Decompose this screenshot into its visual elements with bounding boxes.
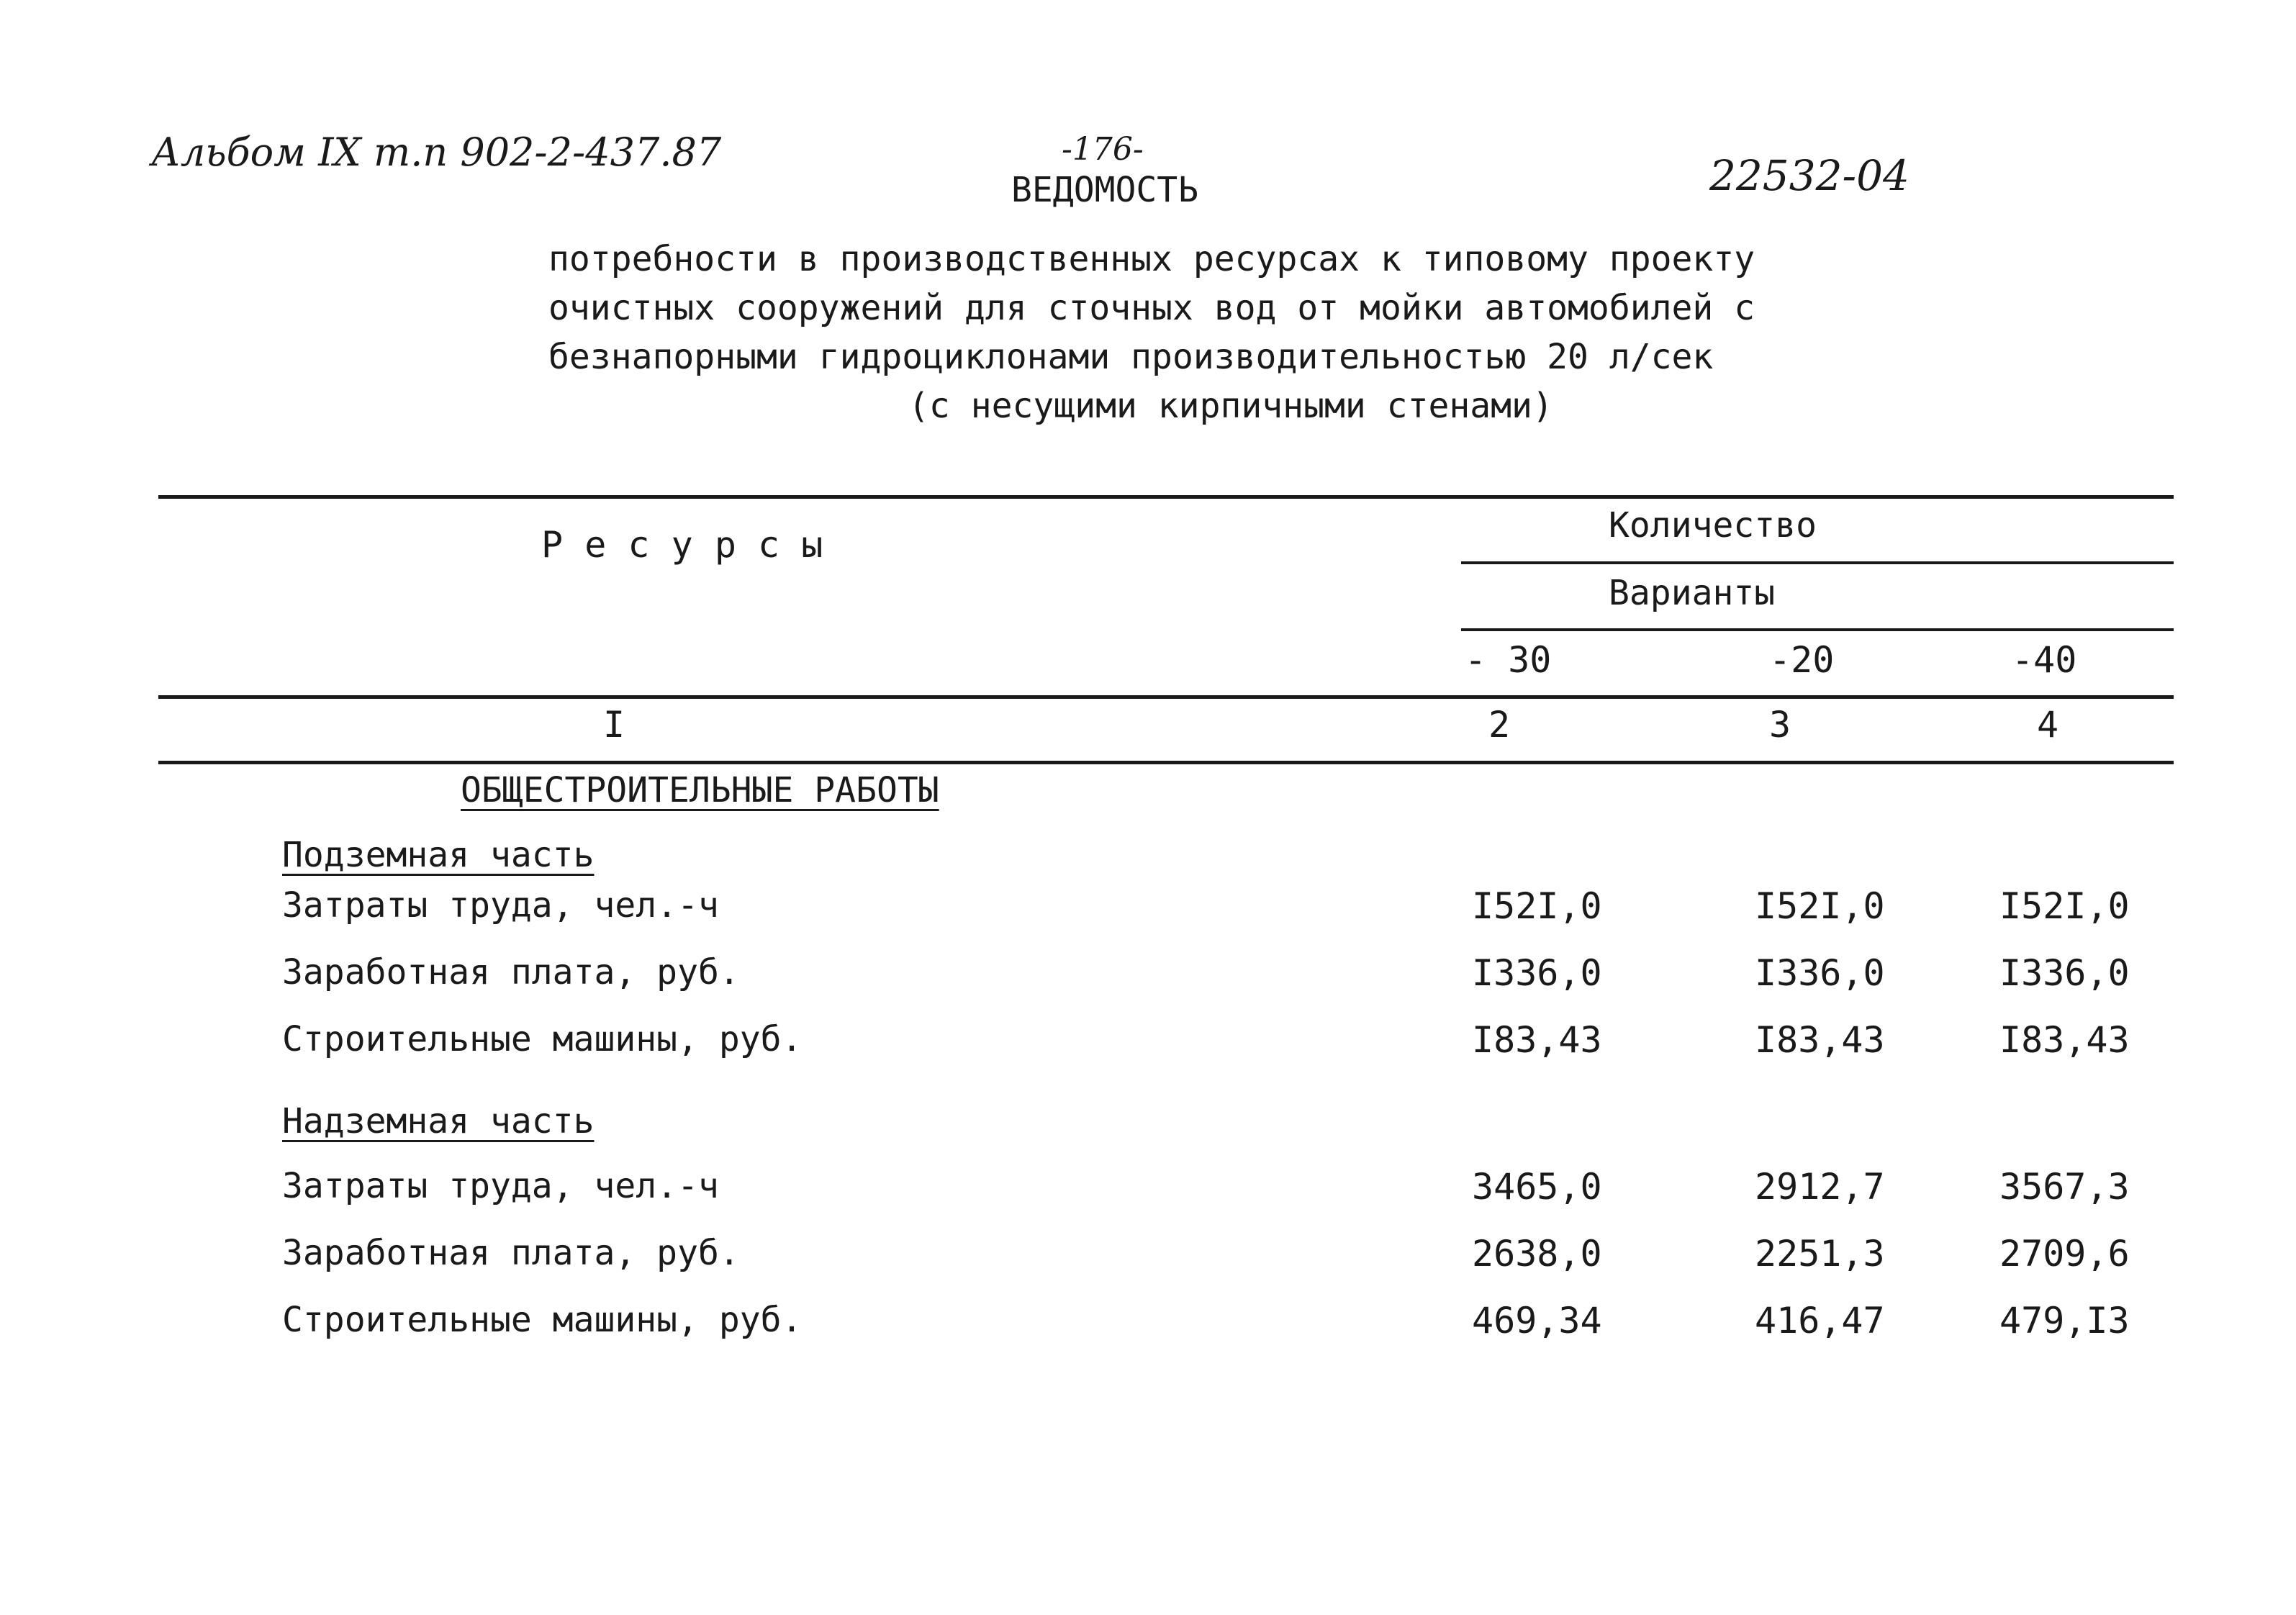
table-cell: 2638,0 (1472, 1233, 1602, 1275)
table-top-rule (158, 495, 2174, 499)
table-cell: I336,0 (1999, 952, 2130, 994)
table-cell: 3465,0 (1472, 1166, 1602, 1208)
column-number: 3 (1769, 704, 1791, 746)
column-number: 4 (2037, 704, 2059, 746)
variants-header: Варианты (1609, 573, 1776, 613)
variant-label: - 30 (1465, 639, 1552, 681)
table-cell: 479,I3 (1999, 1300, 2130, 1342)
table-cell: 469,34 (1472, 1300, 1602, 1342)
title-line-3: безнапорными гидроциклонами производительностью 20 л/сек (548, 337, 1714, 377)
document-code: 22532-04 (1709, 151, 1909, 200)
title-line-4: (с несущими кирпичными стенами) (908, 386, 1553, 426)
table-cell: I83,43 (1999, 1019, 2130, 1061)
header-bottom-rule (158, 695, 2174, 699)
column-number: I (603, 704, 625, 746)
document-heading: ВЕДОМОСТЬ (1011, 170, 1199, 210)
group-title-underground: Подземная часть (282, 835, 595, 875)
row-label: Заработная плата, руб. (282, 952, 740, 992)
table-cell: I52I,0 (1472, 885, 1602, 927)
table-cell: I83,43 (1755, 1019, 1885, 1061)
table-cell: I83,43 (1472, 1019, 1602, 1061)
album-reference: Альбом IX т.п 902-2-437.87 (151, 130, 722, 175)
group-title-aboveground: Надземная часть (282, 1101, 595, 1141)
quantity-rule (1461, 561, 2174, 564)
table-cell: 2709,6 (1999, 1233, 2130, 1275)
title-line-2: очистных сооружений для сточных вод от мойки автомобилей с (548, 288, 1755, 328)
table-cell: I336,0 (1755, 952, 1885, 994)
page-number: -176- (1062, 131, 1144, 168)
row-label: Затраты труда, чел.-ч (282, 885, 719, 926)
row-label: Строительные машины, руб. (282, 1300, 803, 1340)
column-number: 2 (1488, 704, 1511, 746)
table-cell: 3567,3 (1999, 1166, 2130, 1208)
column-number-rule (158, 761, 2174, 764)
row-label: Заработная плата, руб. (282, 1233, 740, 1273)
variant-label: -20 (1769, 639, 1835, 681)
table-cell: I52I,0 (1999, 885, 2130, 927)
resources-column-header: Р е с у р с ы (541, 524, 823, 566)
title-line-1: потребности в производственных ресурсах к типовому проекту (548, 239, 1755, 279)
table-cell: 2251,3 (1755, 1233, 1885, 1275)
table-cell: I52I,0 (1755, 885, 1885, 927)
variant-label: -40 (2012, 639, 2077, 681)
section-title: ОБЩЕСТРОИТЕЛЬНЫЕ РАБОТЫ (461, 770, 939, 810)
table-cell: I336,0 (1472, 952, 1602, 994)
row-label: Строительные машины, руб. (282, 1019, 803, 1059)
table-cell: 2912,7 (1755, 1166, 1885, 1208)
table-cell: 416,47 (1755, 1300, 1885, 1342)
row-label: Затраты труда, чел.-ч (282, 1166, 719, 1206)
quantity-header: Количество (1609, 505, 1817, 546)
variants-rule (1461, 628, 2174, 631)
